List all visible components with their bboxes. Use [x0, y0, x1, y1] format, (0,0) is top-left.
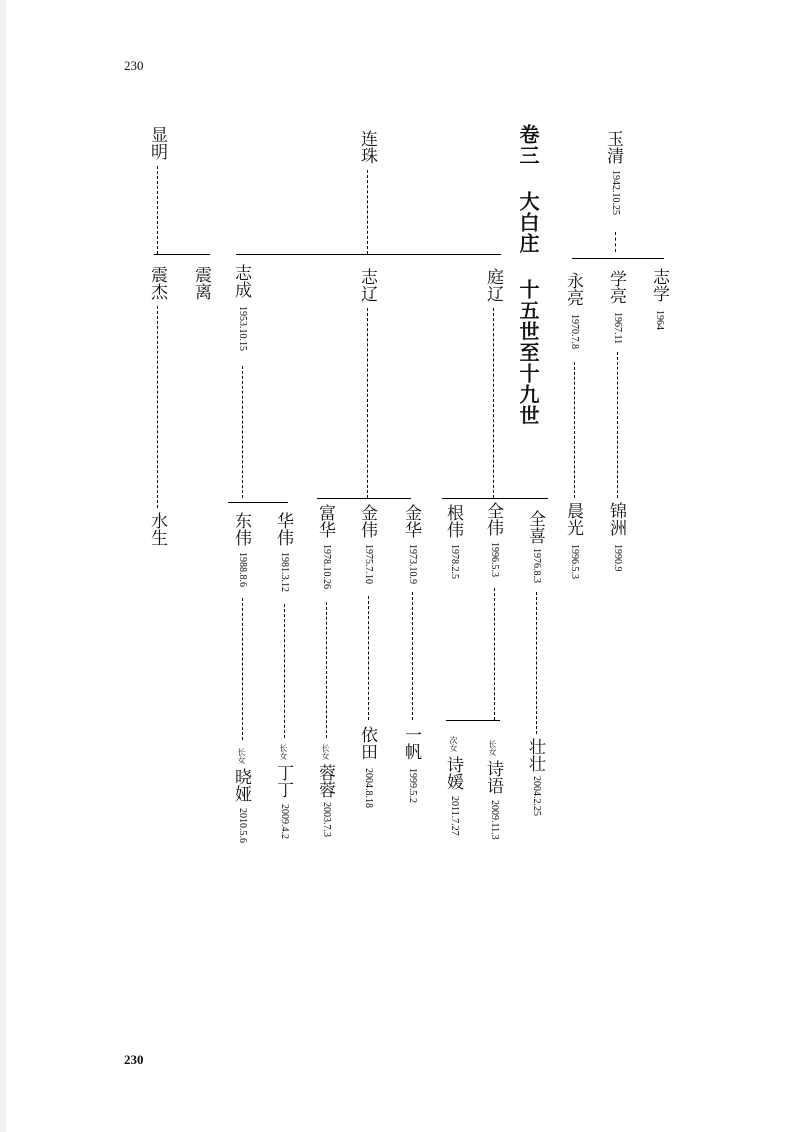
person-jinwei-name: 金伟	[357, 504, 377, 538]
person-zhiliao-name: 志辽	[357, 268, 377, 302]
person-shiyuan-prefix: 次女	[449, 736, 458, 752]
document-page	[6, 0, 785, 1132]
person-shuisheng-name: 水生	[147, 512, 167, 546]
connector-line	[326, 602, 327, 738]
sibling-bar-yuqing	[572, 258, 664, 259]
person-rongrong-prefix: 长女	[321, 744, 330, 760]
person-zhixue-date: 1964	[654, 310, 665, 330]
connector-line	[242, 366, 243, 498]
person-lianzhu-name: 连珠	[357, 130, 377, 164]
connector-line	[242, 598, 243, 740]
connector-line	[494, 588, 495, 720]
person-shiyuan-date: 2011.7.27	[449, 796, 460, 836]
connector-line	[157, 166, 158, 254]
person-chenguang-name: 晨光	[563, 502, 583, 536]
connector-line	[615, 232, 616, 252]
person-xiaoya-date: 2010.5.6	[237, 808, 248, 843]
person-xueliang-date: 1967.11	[612, 312, 623, 345]
person-xueliang-name: 学亮	[606, 270, 626, 304]
connector-line	[367, 308, 368, 498]
person-yifan-name: 一帆	[401, 726, 421, 760]
connector-line	[367, 170, 368, 254]
connector-line	[368, 596, 369, 720]
person-huawei-name: 华伟	[273, 512, 293, 546]
person-jinwei-date: 1975.7.10	[363, 544, 374, 584]
person-zhixue-name: 志学	[649, 268, 669, 302]
person-shiyu-prefix: 长女	[488, 740, 497, 756]
page-number-bottom: 230	[124, 1052, 144, 1067]
person-huawei-date: 1981.3.12	[279, 552, 290, 592]
person-dongwei-date: 1988.8.6	[237, 552, 248, 587]
sibling-bar-lianzhu	[236, 254, 501, 255]
person-zhuangzhuang-date: 2004.2.25	[531, 776, 542, 816]
person-yitian-date: 2004.8.18	[363, 768, 374, 808]
person-dingding-prefix: 长女	[279, 744, 288, 760]
person-quanwei-date: 1996.5.3	[489, 542, 500, 577]
sibling-bar-zhiliao	[317, 498, 411, 499]
person-dingding-name: 丁丁	[273, 764, 293, 798]
sibling-bar-xianming	[154, 254, 210, 255]
connector-line	[157, 306, 158, 508]
person-zhuangzhuang-name: 壮壮	[525, 738, 545, 772]
person-zhenli-name: 震离	[191, 266, 211, 300]
connector-line	[412, 592, 413, 720]
person-yitian-name: 依田	[357, 726, 377, 760]
person-genwei-date: 1978.2.5	[449, 544, 460, 579]
person-yuqing-name: 玉清	[603, 130, 623, 164]
person-genwei-name: 根伟	[443, 504, 463, 538]
person-dingding-date: 2009.4.2	[279, 804, 290, 839]
person-fuhua-name: 富华	[315, 504, 335, 538]
sibling-bar-quanwei	[446, 720, 500, 721]
person-jinhua-date: 1973.10.9	[407, 544, 418, 584]
connector-line	[493, 308, 494, 498]
person-jinhua-name: 金华	[401, 504, 421, 538]
person-tingliao-name: 庭辽	[483, 268, 503, 302]
person-xiaoya-prefix: 长女	[237, 748, 246, 764]
person-chenguang-date: 1996.5.3	[569, 544, 580, 579]
person-quanxi-date: 1976.8.3	[531, 548, 542, 583]
person-jinzhou-date: 1990.9	[612, 544, 623, 572]
person-xianming-name: 显明	[147, 126, 167, 160]
person-quanxi-name: 全喜	[525, 510, 545, 544]
person-rongrong-name: 蓉蓉	[315, 764, 335, 798]
person-yongliang-date: 1970.7.8	[569, 314, 580, 349]
sibling-bar-zhicheng	[228, 502, 288, 503]
person-quanwei-name: 全伟	[483, 502, 503, 536]
connector-line	[536, 592, 537, 734]
person-zhicheng-date: 1953.10.15	[237, 306, 248, 351]
person-yifan-date: 1999.5.2	[407, 768, 418, 803]
connector-line	[284, 604, 285, 738]
person-zhenjie-name: 震杰	[147, 266, 167, 300]
page-number-top: 230	[124, 58, 144, 73]
person-xiaoya-name: 晓娅	[231, 768, 251, 802]
person-jinzhou-name: 锦洲	[606, 502, 626, 536]
person-yuqing-date: 1942.10.25	[610, 170, 621, 215]
connector-line	[617, 352, 618, 498]
person-shiyu-name: 诗语	[483, 760, 503, 794]
person-rongrong-date: 2003.7.3	[321, 802, 332, 837]
person-shiyu-date: 2009.11.3	[489, 800, 500, 840]
person-zhicheng-name: 志成	[231, 264, 251, 298]
chapter-title: 卷三 大白庄 十五世至十九世	[516, 124, 540, 426]
person-fuhua-date: 1978.10.26	[321, 544, 332, 589]
person-yongliang-name: 永亮	[563, 272, 583, 306]
person-dongwei-name: 东伟	[231, 512, 251, 546]
sibling-bar-tingliao	[442, 498, 548, 499]
person-shiyuan-name: 诗媛	[443, 756, 463, 790]
connector-line	[574, 362, 575, 498]
